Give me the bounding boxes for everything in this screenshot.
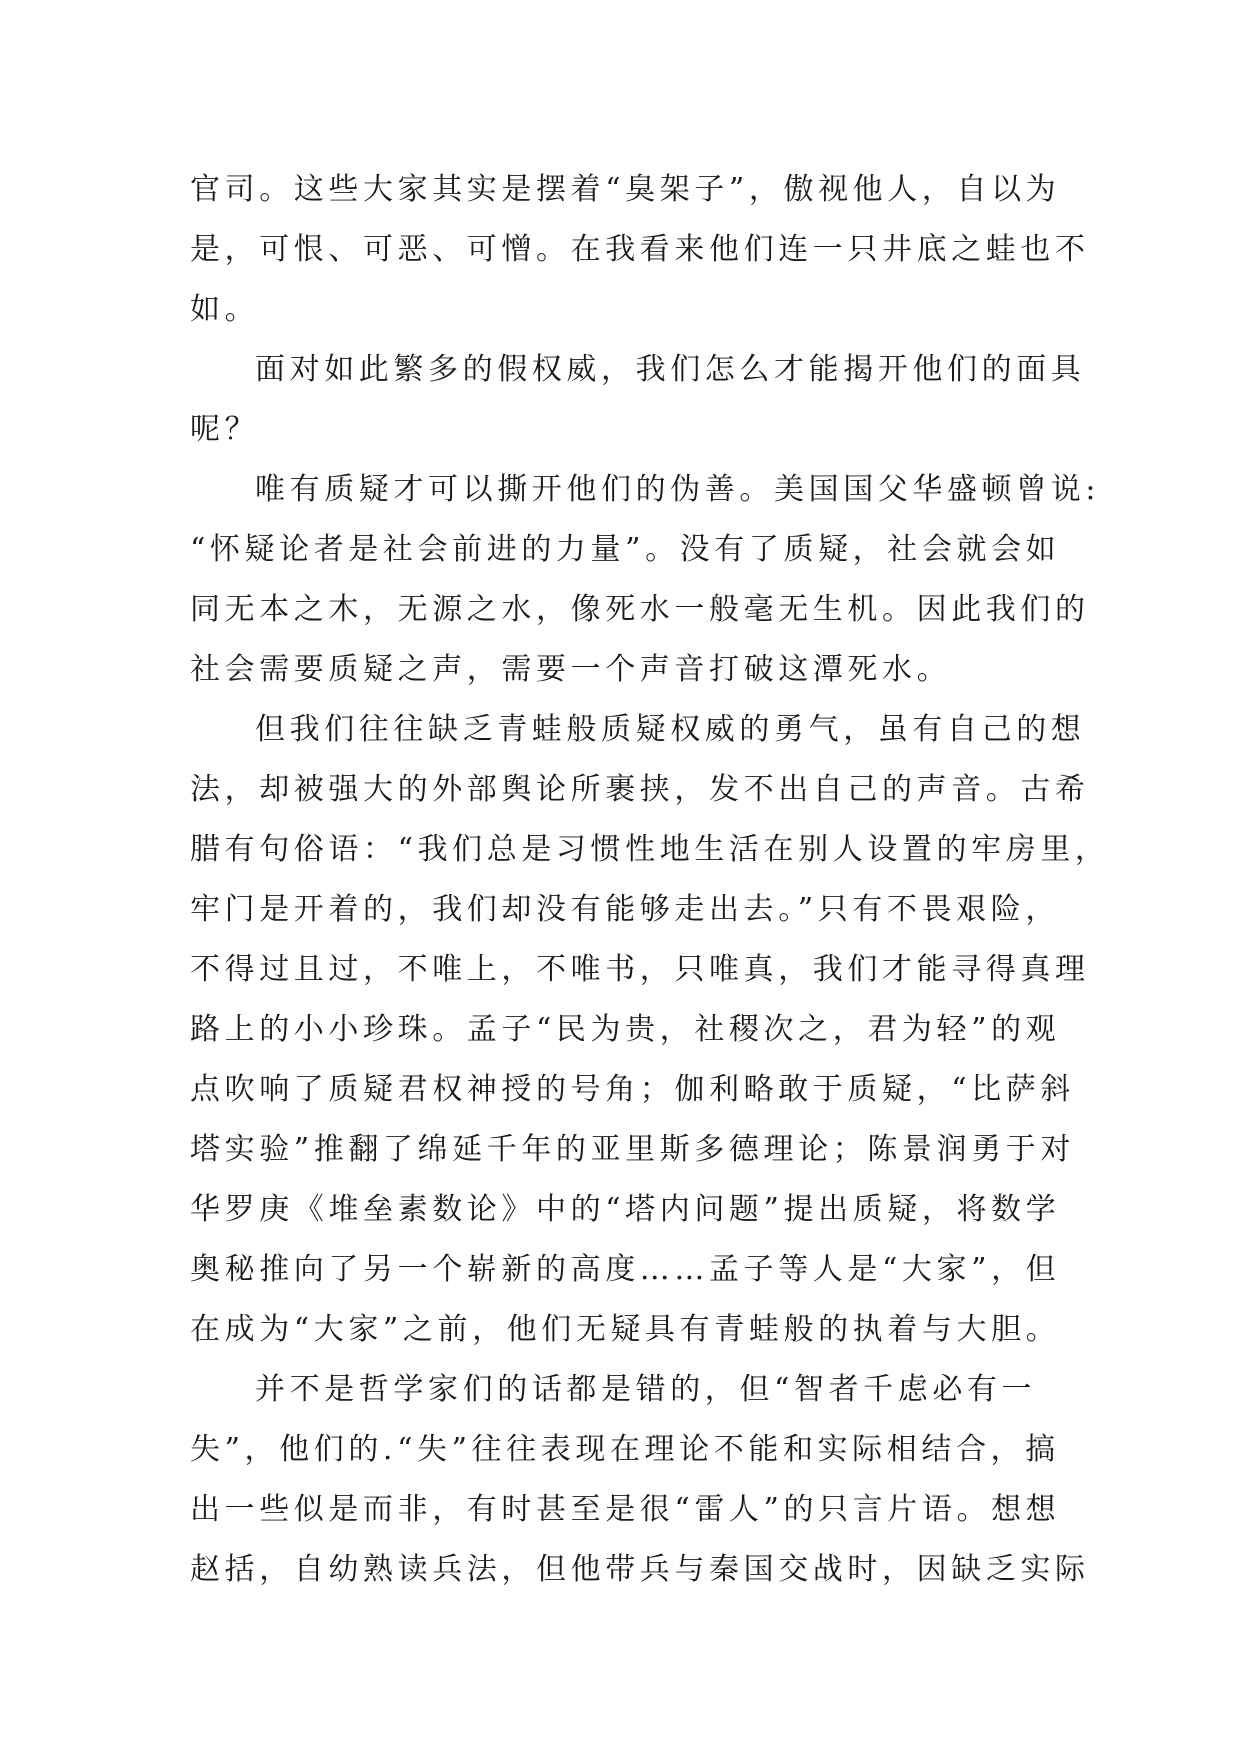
paragraph-first-line: 唯有质疑才可以撕开他们的伪善。美国国父华盛顿曾说: — [255, 472, 1101, 507]
text-line: 奥秘推向了另一个崭新的高度……孟子等人是“大家”，但 — [190, 1252, 1061, 1287]
paragraph-first-line: 面对如此繁多的假权威，我们怎么才能揭开他们的面具 — [255, 352, 1086, 387]
text-line: 社会需要质疑之声，需要一个声音打破这潭死水。 — [190, 652, 952, 687]
text-line: 塔实验”推翻了绵延千年的亚里斯多德理论；陈景润勇于对 — [190, 1132, 1075, 1167]
text-line: 华罗庚《堆垒素数论》中的“塔内问题”提出质疑，将数学 — [190, 1192, 1061, 1227]
text-line: 路上的小小珍珠。孟子“民为贵，社稷次之，君为轻”的观 — [190, 1012, 1061, 1047]
document-body — [190, 160, 1110, 1600]
text-line: 是，可恨、可恶、可憎。在我看来他们连一只井底之蛙也不 — [190, 232, 1090, 267]
text-line: 官司。这些大家其实是摆着“臭架子”，傲视他人，自以为 — [190, 172, 1061, 207]
text-line: 点吹响了质疑君权神授的号角；伽利略敢于质疑，“比萨斜 — [190, 1072, 1075, 1107]
paragraph-first-line: 并不是哲学家们的话都是错的，但“智者千虑必有一 — [255, 1372, 1037, 1407]
text-line: 失”，他们的.“失”往往表现在理论不能和实际相结合，搞 — [190, 1432, 1060, 1467]
text-line: 同无本之木，无源之水，像死水一般毫无生机。因此我们的 — [190, 592, 1090, 627]
text-line: 在成为“大家”之前，他们无疑具有青蛙般的执着与大胆。 — [190, 1312, 1061, 1347]
text-line: 出一些似是而非，有时甚至是很“雷人”的只言片语。想想 — [190, 1492, 1061, 1527]
text-line: 法，却被强大的外部舆论所裹挟，发不出自己的声音。古希 — [190, 772, 1090, 807]
text-line: 不得过且过，不唯上，不唯书，只唯真，我们才能寻得真理 — [190, 952, 1090, 987]
paragraph-first-line: 但我们往往缺乏青蛙般质疑权威的勇气，虽有自己的想 — [255, 712, 1086, 747]
text-line: 呢？ — [190, 412, 260, 447]
text-line: 如。 — [190, 292, 260, 327]
text-line: “怀疑论者是社会前进的力量”。没有了质疑，社会就会如 — [190, 532, 1061, 567]
text-line: 牢门是开着的，我们却没有能够走出去。”只有不畏艰险， — [190, 892, 1060, 927]
text-line: 赵括，自幼熟读兵法，但他带兵与秦国交战时，因缺乏实际 — [190, 1552, 1090, 1587]
text-line: 腊有句俗语：“我们总是习惯性地生活在别人设置的牢房里， — [190, 832, 1110, 867]
